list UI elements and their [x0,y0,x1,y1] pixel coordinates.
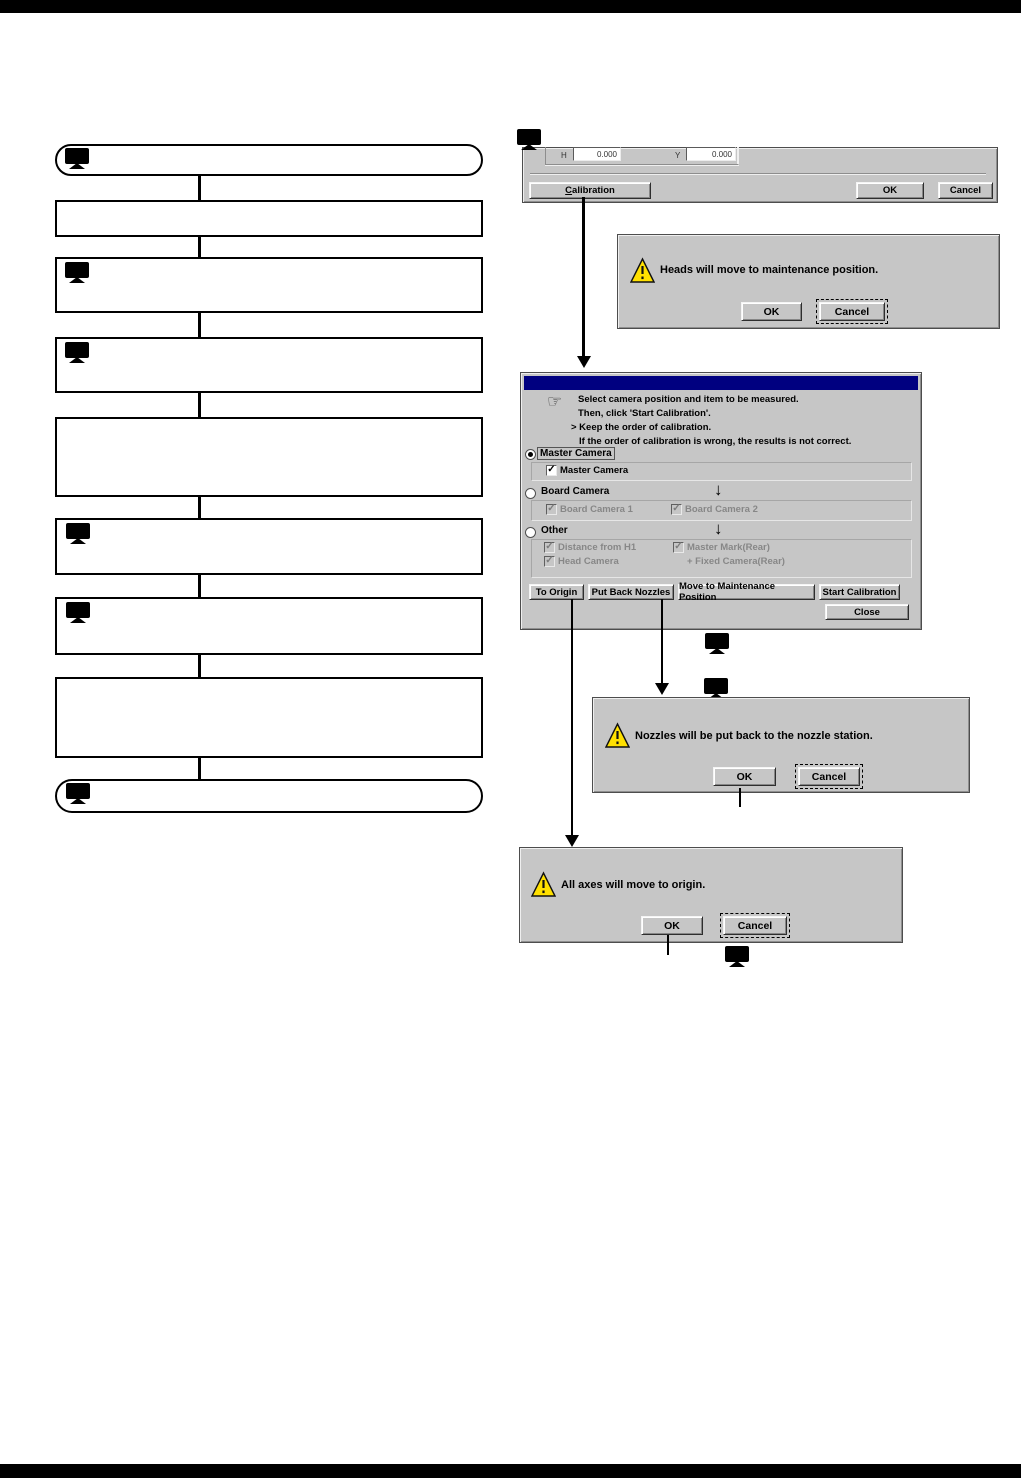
instruction-line-4: If the order of calibration is wrong, the results is not correct. [579,436,852,447]
flowchart-step-6 [55,597,483,655]
flowchart-connector [198,655,201,677]
board-camera-2-checkbox[interactable]: ✓ [672,502,681,514]
down-arrow-icon: ↓ [714,480,723,499]
distance-from-h1-label: Distance from H1 [558,542,637,553]
master-camera-checkbox[interactable]: ✓ [547,463,556,475]
other-radio-label: Other [541,525,568,536]
monitor-icon [704,633,730,656]
calibration-button-mnemonic: C [565,185,573,196]
flowchart-connector [198,575,201,597]
origin-ok-callout-line [667,935,669,955]
coordinate-field-h[interactable]: 0.000 [573,147,621,161]
put-back-nozzles-callout-arrowhead [655,683,669,695]
monitor-icon [64,148,90,171]
heads-ok-button[interactable]: OK [741,302,802,321]
start-calibration-button[interactable]: Start Calibration [819,584,900,600]
flowchart-step-3 [55,337,483,393]
master-camera-radio[interactable] [525,449,536,460]
nozzles-ok-button[interactable]: OK [713,767,776,786]
nozzles-dialog [592,697,970,793]
board-camera-1-checkbox[interactable]: ✓ [547,502,556,514]
flowchart-step-2 [55,257,483,313]
master-mark-rear-checkbox[interactable]: ✓ [674,540,683,552]
monitor-icon [64,342,90,365]
to-origin-callout-line [571,599,573,835]
top-rule [0,0,1021,13]
to-origin-button[interactable]: To Origin [529,584,584,600]
flowchart-connector [198,237,201,257]
flowchart-end-node [55,779,483,813]
nozzles-ok-callout-line [739,788,741,807]
instruction-line-2: Then, click 'Start Calibration'. [578,408,711,419]
bottom-rule [0,1464,1021,1478]
master-camera-checkbox-label: Master Camera [560,465,629,476]
master-mark-rear-label: Master Mark(Rear) [687,542,770,553]
put-back-nozzles-callout-line [661,599,663,683]
head-camera-label: Head Camera [558,556,619,567]
warning-icon [531,871,556,898]
calibration-dialog [520,372,922,630]
heads-cancel-focus [816,299,888,324]
coordinate-field-y-label: Y [675,151,681,160]
put-back-nozzles-button[interactable]: Put Back Nozzles [588,584,674,600]
heads-dialog [617,234,1000,329]
head-camera-checkbox[interactable]: ✓ [545,554,554,566]
instruction-line-3: > Keep the order of calibration. [571,422,712,433]
monitor-icon [65,602,91,625]
nozzles-cancel-focus [795,764,863,789]
warning-icon [630,257,655,284]
monitor-icon [724,946,750,969]
origin-dialog [519,847,903,943]
flowchart-step-7 [55,677,483,758]
origin-message: All axes will move to origin. [561,879,706,891]
flowchart-connector [198,393,201,417]
calibration-dialog-titlebar[interactable] [524,376,918,390]
flowchart-connector [198,313,201,337]
nozzles-cancel-button[interactable]: Cancel [798,767,860,786]
monitor-icon [65,783,91,806]
coordinate-field-y[interactable]: 0.000 [686,147,736,161]
warning-icon [605,722,630,749]
heads-cancel-button[interactable]: Cancel [819,302,885,321]
monitor-icon [64,262,90,285]
flowchart-start-node [55,144,483,176]
calibration-callout-line [582,197,585,357]
close-button[interactable]: Close [825,604,909,620]
flowchart-step-5 [55,518,483,575]
to-origin-callout-arrowhead [565,835,579,847]
other-radio[interactable] [525,527,536,538]
monitor-icon [516,129,542,152]
down-arrow-icon: ↓ [714,519,723,538]
pointing-hand-icon: ☞ [547,392,563,411]
flowchart-step-4 [55,417,483,497]
flowchart-connector [198,758,201,779]
calibration-callout-arrowhead [577,356,591,368]
instruction-line-1: Select camera position and item to be measured. [578,394,799,405]
master-camera-radio-label: Master Camera [537,447,615,460]
flowchart-connector [198,176,201,200]
flowchart-step-1 [55,200,483,237]
move-to-maintenance-button[interactable]: Move to Maintenance Position [678,584,815,600]
monitor-icon [65,523,91,546]
calibration-button-label: alibration [572,185,615,196]
origin-cancel-button[interactable]: Cancel [723,916,787,935]
board-camera-1-label: Board Camera 1 [560,504,633,515]
settings-cancel-button[interactable]: Cancel [938,182,993,199]
settings-dialog [522,147,998,203]
flowchart-connector [198,497,201,518]
board-camera-radio-label: Board Camera [541,486,610,497]
origin-ok-button[interactable]: OK [641,916,703,935]
coordinate-field-h-label: H [561,151,567,160]
origin-cancel-focus [720,913,790,938]
settings-ok-button[interactable]: OK [856,182,924,199]
nozzles-message: Nozzles will be put back to the nozzle station. [635,730,873,742]
board-camera-2-label: Board Camera 2 [685,504,758,515]
distance-from-h1-checkbox[interactable]: ✓ [545,540,554,552]
heads-message: Heads will move to maintenance position. [660,264,879,276]
settings-group-bottom [530,172,986,174]
calibration-button[interactable] [529,182,651,199]
fixed-camera-note: + Fixed Camera(Rear) [687,556,785,567]
board-camera-radio[interactable] [525,488,536,499]
